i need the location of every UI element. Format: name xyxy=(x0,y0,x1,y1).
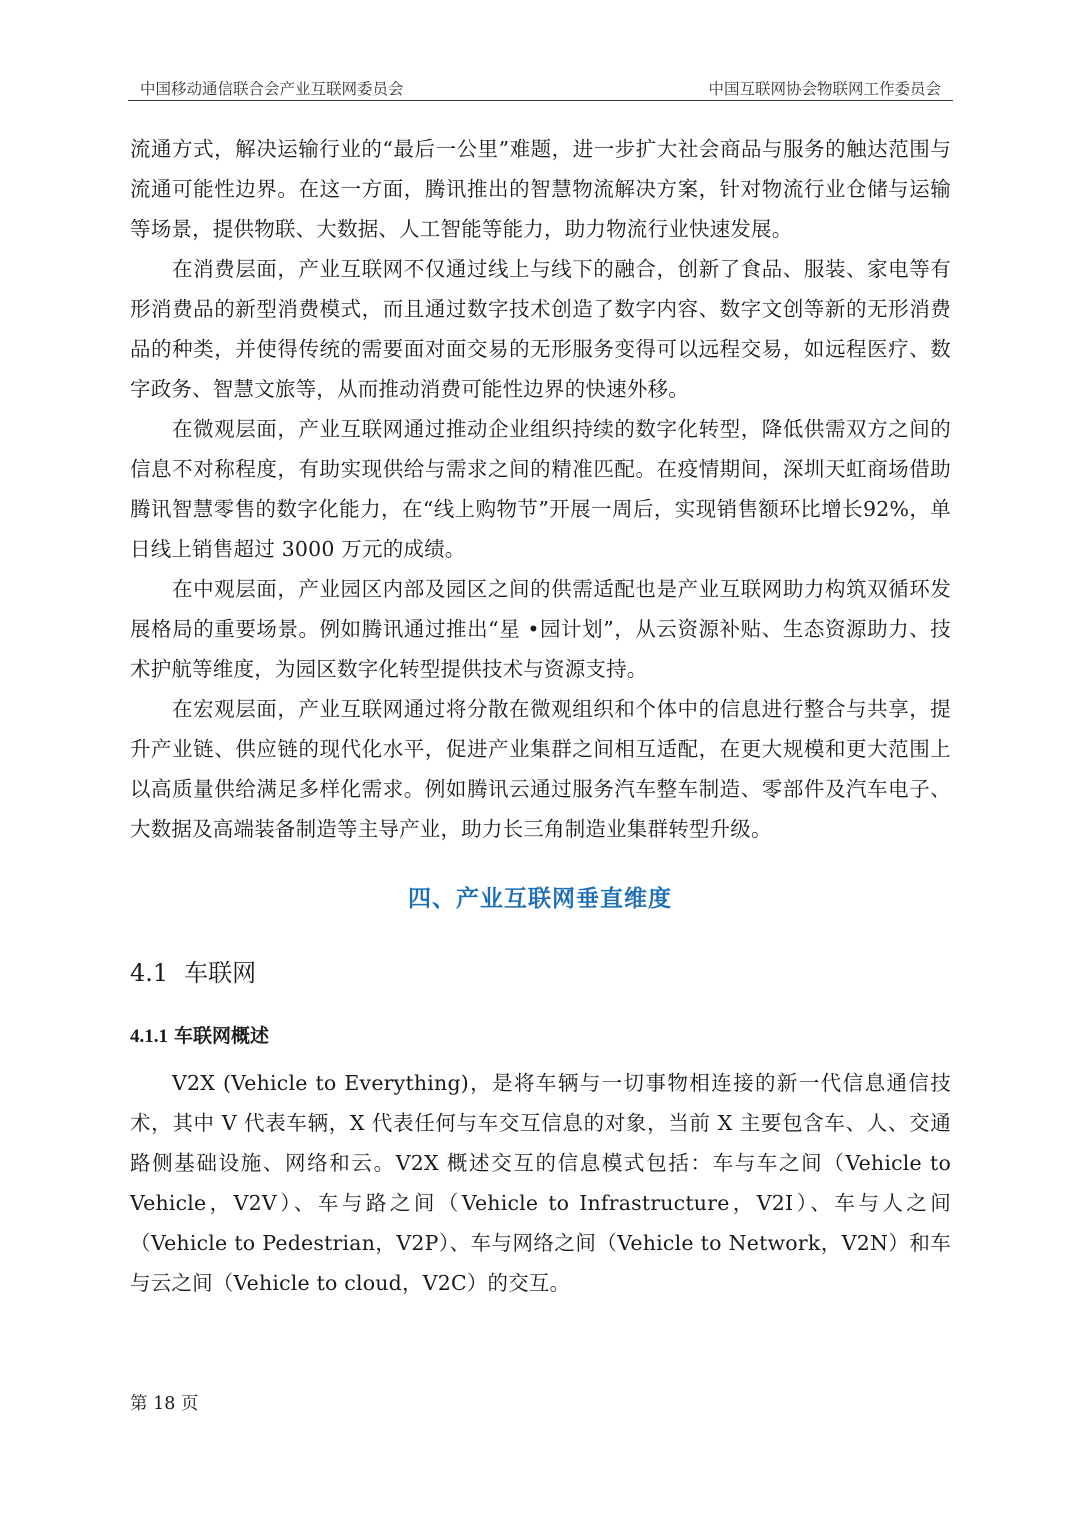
subsection-number: 4.1.1 xyxy=(130,1026,168,1047)
page-number: 第 18 页 xyxy=(130,1394,199,1414)
paragraph-meso: 在中观层面，产业园区内部及园区之间的供需适配也是产业互联网助力构筑双循环发展格局的重要场景。例如腾讯通过推出“星 •园计划”，从云资源补贴、生态资源助力、技术护航等维度，为园区数字化转型提供技术与资源支持。 xyxy=(130,577,951,681)
chapter-title: 四、产业互联网垂直维度 xyxy=(408,886,672,912)
paragraph-consumption: 在消费层面，产业互联网不仅通过线上与线下的融合，创新了食品、服装、家电等有形消费品的新型消费模式，而且通过数字技术创造了数字内容、数字文创等新的无形消费品的种类，并使得传统的需要面对面交易的无形服务变得可以远程交易，如远程医疗、数字政务、智慧文旅等，从而推动消费可能性边界的快速外移。 xyxy=(130,257,951,401)
paragraph-v2x: V2X (Vehicle to Everything)，是将车辆与一切事物相连接的新一代信息通信技术，其中 V 代表车辆，X 代表任何与车交互信息的对象，当前 X 主要包含车、人、交通路侧基础设施、网络和云。V2X 概述交互的信息模式包括：车与车之间（Vehicle to Vehicle，V2V）、车与路之间（Vehicle to Infrastructure，V2I）、车与人之间（Vehicle to Pedestrian，V2P）、车与网络之间（Vehicle to Network，V2N）和车与云之间（Vehicle to cloud，V2C）的交互。 xyxy=(130,1071,951,1295)
section-title: 车联网 xyxy=(184,959,257,987)
paragraph-macro: 在宏观层面，产业互联网通过将分散在微观组织和个体中的信息进行整合与共享，提升产业链、供应链的现代化水平，促进产业集群之间相互适配，在更大规模和更大范围上以高质量供给满足多样化需求。例如腾讯云通过服务汽车整车制造、零部件及汽车电子、大数据及高端装备制造等主导产业，助力长三角制造业集群转型升级。 xyxy=(130,697,951,841)
subsection-heading xyxy=(130,1021,269,1048)
v2x-section-body xyxy=(130,1063,951,1303)
header-left-org: 中国移动通信联合会产业互联网委员会 xyxy=(140,80,404,98)
subsection-title: 车联网概述 xyxy=(174,1025,270,1047)
page-header xyxy=(128,76,953,101)
paragraph-micro: 在微观层面，产业互联网通过推动企业组织持续的数字化转型，降低供需双方之间的信息不对称程度，有助实现供给与需求之间的精准匹配。在疫情期间，深圳天虹商场借助腾讯智慧零售的数字化能力，在“线上购物节”开展一周后，实现销售额环比增长92%，单日线上销售超过 3000 万元的成绩。 xyxy=(130,417,951,561)
section-heading xyxy=(130,953,256,988)
body-text xyxy=(130,129,951,849)
paragraph-logistics: 流通方式，解决运输行业的“最后一公里”难题，进一步扩大社会商品与服务的触达范围与流通可能性边界。在这一方面，腾讯推出的智慧物流解决方案，针对物流行业仓储与运输等场景，提供物联、大数据、人工智能等能力，助力物流行业快速发展。 xyxy=(130,137,951,241)
section-number: 4.1 xyxy=(130,959,169,987)
header-right-org: 中国互联网协会物联网工作委员会 xyxy=(708,80,941,98)
